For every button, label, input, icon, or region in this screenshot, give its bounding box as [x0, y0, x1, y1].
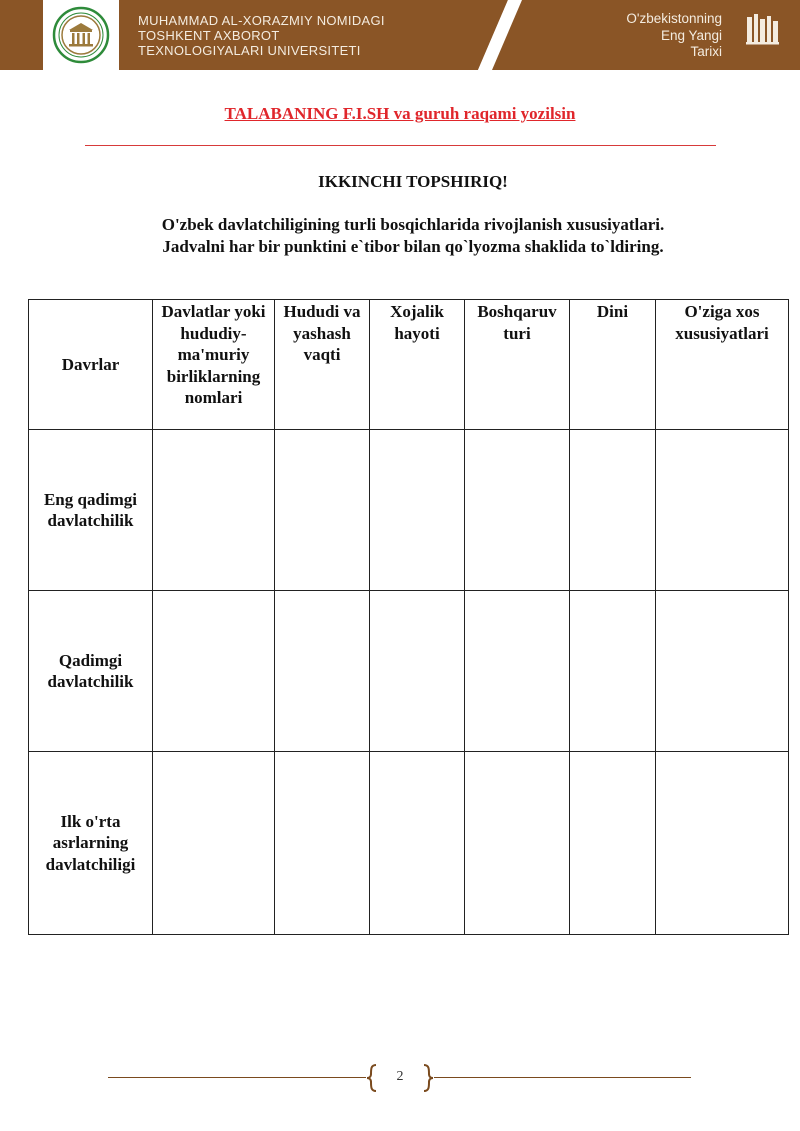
- empty-cell[interactable]: [465, 752, 570, 935]
- column-header-periods: Davrlar: [29, 300, 153, 430]
- course-name-line: O'zbekistonning: [626, 11, 722, 26]
- header-banner: [0, 0, 800, 70]
- empty-cell[interactable]: [656, 430, 789, 591]
- row-label: Eng qadimgi davlatchilik: [29, 430, 153, 591]
- page-number: 2: [396, 1069, 404, 1084]
- university-logo-icon: [52, 6, 110, 64]
- column-header-religion: Dini: [570, 300, 656, 430]
- column-header-states: Davlatlar yoki hududiy-ma'muriy birliklarning nomlari: [153, 300, 275, 430]
- university-name: [138, 13, 385, 58]
- empty-cell[interactable]: [465, 430, 570, 591]
- empty-cell[interactable]: [275, 591, 370, 752]
- empty-cell[interactable]: [570, 430, 656, 591]
- footer-rule-right: [434, 1077, 691, 1078]
- course-name-line: Eng Yangi: [660, 27, 722, 43]
- task-description-line: O'zbek davlatchiligining turli bosqichlarida rivojlanish xususiyatlari.: [161, 215, 665, 234]
- empty-cell[interactable]: [275, 430, 370, 591]
- table-row: [29, 591, 789, 752]
- empty-cell[interactable]: [370, 752, 465, 935]
- course-name-line: Tarixi: [690, 44, 722, 59]
- empty-cell[interactable]: [153, 591, 275, 752]
- university-name-line: TEXNOLOGIYALARI UNIVERSITETI: [138, 43, 361, 58]
- empty-cell[interactable]: [465, 591, 570, 752]
- table-header-row: [29, 300, 789, 430]
- books-icon: [746, 13, 779, 45]
- right-brace-icon: [422, 1063, 434, 1093]
- empty-cell[interactable]: [656, 752, 789, 935]
- student-name-instruction: TALABANING F.I.SH va guruh raqami yozilsin: [224, 104, 576, 123]
- course-name: [626, 11, 722, 61]
- empty-cell[interactable]: [275, 752, 370, 935]
- column-header-features: O'ziga xos xususiyatlari: [656, 300, 789, 430]
- task-description: [0, 214, 800, 258]
- empty-cell[interactable]: [570, 591, 656, 752]
- empty-cell[interactable]: [370, 430, 465, 591]
- footer-rule-left: [108, 1077, 366, 1078]
- university-name-line: MUHAMMAD AL-XORAZMIY NOMIDAGI: [138, 13, 385, 28]
- row-label: Ilk o'rta asrlarning davlatchiligi: [29, 752, 153, 935]
- left-brace-icon: [366, 1063, 378, 1093]
- column-header-governance: Boshqaruv turi: [465, 300, 570, 430]
- table-row: [29, 752, 789, 935]
- empty-cell[interactable]: [570, 752, 656, 935]
- university-name-line: TOSHKENT AXBOROT: [138, 28, 280, 43]
- table-row: [29, 430, 789, 591]
- task-title: IKKINCHI TOPSHIRIQ!: [318, 172, 508, 191]
- column-header-economy: Xojalik hayoti: [370, 300, 465, 430]
- empty-cell[interactable]: [656, 591, 789, 752]
- name-write-line: [85, 145, 716, 146]
- empty-cell[interactable]: [153, 752, 275, 935]
- assignment-table: [28, 299, 789, 935]
- task-description-line: Jadvalni har bir punktini e`tibor bilan qo`lyozma shaklida to`ldiring.: [162, 237, 664, 256]
- empty-cell[interactable]: [370, 591, 465, 752]
- empty-cell[interactable]: [153, 430, 275, 591]
- column-header-territory: Hududi va yashash vaqti: [275, 300, 370, 430]
- row-label: Qadimgi davlatchilik: [29, 591, 153, 752]
